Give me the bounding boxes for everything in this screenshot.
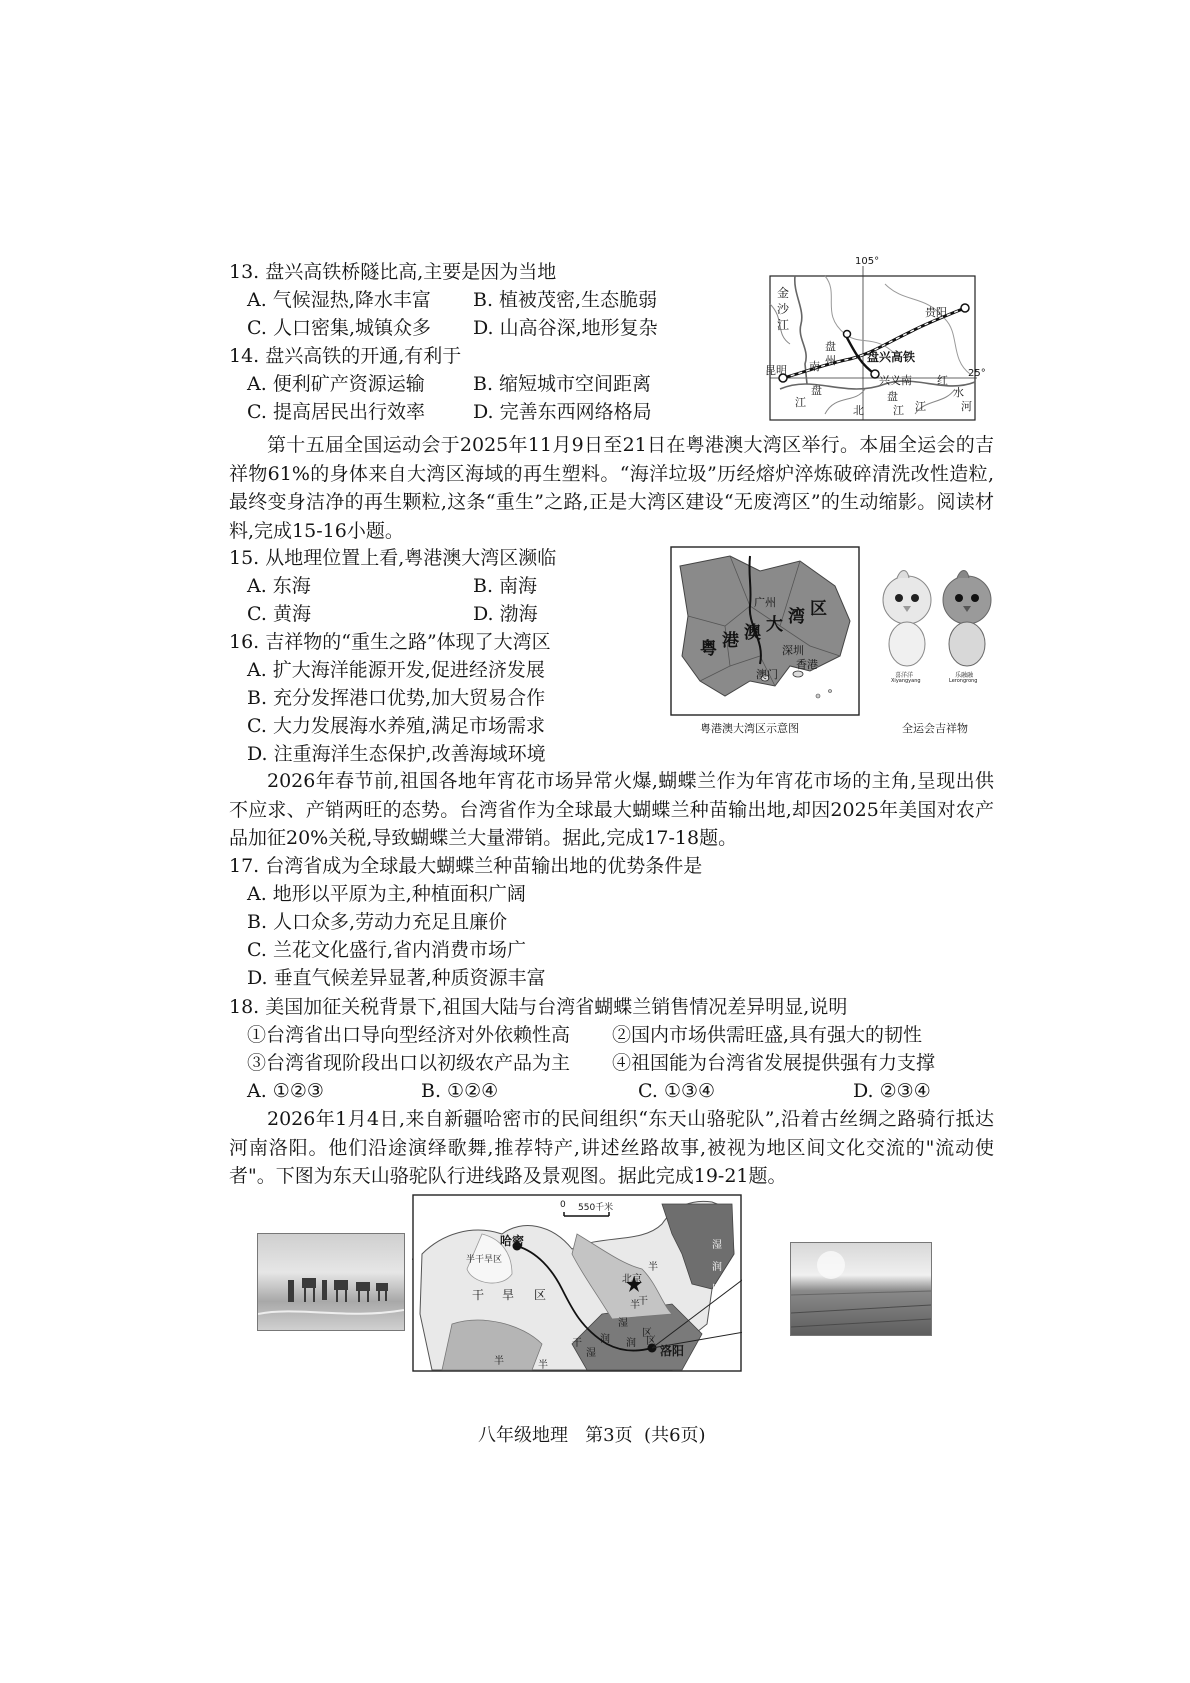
q13-stem: 13. 盘兴高铁桥隧比高,主要是因为当地 — [229, 261, 557, 283]
gba-big-label-3: 澳 — [744, 623, 761, 643]
gba-map-caption: 粤港澳大湾区示意图 — [700, 722, 799, 735]
q17-option-c: C. 兰花文化盛行,省内消费市场广 — [247, 939, 526, 961]
material-paragraph-3: 2026年1月4日,来自新疆哈密市的民间组织“东天山骆驼队”,沿着古丝绸之路骑行抵达河南洛阳。他们沿途演绎歌舞,推荐特产,讲述丝路故事,被视为地区间文化交流的"流动使者"。下图为东天山骆驼队行进线路及景观图。据此完成19-21题。 — [229, 1108, 994, 1187]
mascot-drawing — [875, 570, 1000, 670]
farmland-drawing — [791, 1243, 931, 1335]
humid-region-char-2: 润 — [712, 1262, 722, 1273]
semihumid-mid-char-3: 润 — [626, 1338, 636, 1349]
gba-big-label-1: 粤 — [700, 639, 717, 659]
semihumid-mid-char-2: 湿 — [586, 1348, 596, 1359]
q15-stem: 15. 从地理位置上看,粤港澳大湾区濒临 — [229, 547, 557, 569]
beipan-char-2: 北 — [853, 404, 864, 417]
plateau-char-1: 半 — [494, 1356, 504, 1367]
nanpan-char-1: 南 — [809, 360, 820, 373]
nanpan-char-3: 江 — [795, 396, 806, 409]
q14-stem: 14. 盘兴高铁的开通,有利于 — [229, 345, 462, 367]
q13-option-d: D. 山高谷深,地形复杂 — [473, 317, 658, 339]
semihumid-mid-char-4: 区 — [646, 1336, 656, 1347]
mascot-pinyin-1: Xiyangyang — [891, 678, 921, 684]
scale-label: 550千米 — [578, 1203, 614, 1213]
luoyang-label: 洛阳 — [660, 1344, 685, 1358]
q14-option-a: A. 便利矿产资源运输 — [247, 373, 425, 395]
nanpan-char-2: 盘 — [811, 384, 822, 397]
beipan-char-3: 江 — [893, 404, 904, 417]
semihumid-north-char-5: 区 — [642, 1328, 652, 1339]
gba-big-label-2: 港 — [722, 631, 739, 651]
q14-option-d: D. 完善东西网络格局 — [473, 401, 652, 423]
hongshui-char-4: 河 — [961, 400, 972, 413]
q16-option-c: C. 大力发展海水养殖,满足市场需求 — [247, 715, 545, 737]
mascot-caption: 全运会吉祥物 — [902, 722, 968, 735]
panzhou-char-1: 盘 — [825, 340, 836, 353]
beijing-label: 北京 — [622, 1274, 642, 1285]
q17-option-b: B. 人口众多,劳动力充足且廉价 — [247, 911, 508, 933]
longitude-label: 105° — [855, 256, 880, 267]
q16-stem: 16. 吉祥物的“重生之路”体现了大湾区 — [229, 631, 551, 653]
arid-region-char-2: 旱 — [502, 1288, 515, 1302]
jinsha-jiang-char-1: 金 — [777, 286, 790, 300]
q13-option-a: A. 气候湿热,降水丰富 — [247, 289, 431, 311]
q17-option-a: A. 地形以平原为主,种植面积广阔 — [247, 883, 526, 905]
page-footer: 八年级地理 第3页 (共6页) — [478, 1425, 706, 1446]
q16-option-b: B. 充分发挥港口优势,加大贸易合作 — [247, 687, 546, 709]
mascot-name-1: 喜洋洋 — [895, 672, 914, 679]
hongshui-char-3: 江 — [915, 400, 926, 413]
semihumid-north-char-1: 半 — [648, 1262, 658, 1273]
material-paragraph-1: 第十五届全国运动会于2025年11月9日至21日在粤港澳大湾区举行。本届全运会的吉祥物61%的身体来自大湾区海域的再生塑料。“海洋垃圾”历经熔炉淬炼破碎清洗改性造粒,最终变身洁净的再生颗粒,这条“重生”之路,正是大湾区建设“无废湾区”的生动缩影。阅读材料,完成15-16小题。 — [229, 434, 994, 542]
hami-label: 哈密 — [500, 1234, 525, 1248]
xianggang-label: 香港 — [796, 658, 818, 671]
latitude-label: 25° — [968, 368, 986, 379]
semihumid-north-char-3: 湿 — [618, 1318, 628, 1329]
q18-option-b: B. ①②④ — [421, 1080, 499, 1102]
hongshui-char-1: 红 — [937, 374, 948, 387]
semihumid-north-char-4: 润 — [600, 1334, 610, 1345]
gba-big-label-4: 大 — [766, 615, 783, 635]
q15-option-a: A. 东海 — [247, 575, 311, 597]
q15-option-c: C. 黄海 — [247, 603, 311, 625]
q17-stem: 17. 台湾省成为全球最大蝴蝶兰种苗输出地的优势条件是 — [229, 855, 703, 877]
panzhou-char-2: 州 — [825, 354, 836, 367]
gba-map-drawing — [670, 546, 860, 716]
camel-caravan-photo — [257, 1233, 405, 1331]
mascot-pinyin-2: Lerongrong — [949, 678, 978, 684]
q18-stem: 18. 美国加征关税背景下,祖国大陆与台湾省蝴蝶兰销售情况差异明显,说明 — [229, 996, 848, 1018]
q18-statement-1: ①台湾省出口导向型经济对外依赖性高 — [247, 1024, 571, 1046]
semihumid-north-char-2: 干 — [638, 1296, 648, 1307]
q18-option-c: C. ①③④ — [638, 1080, 716, 1102]
q18-statement-2: ②国内市场供需旺盛,具有强大的韧性 — [612, 1024, 923, 1046]
q17-option-d: D. 垂直气候差异显著,种质资源丰富 — [247, 967, 546, 989]
material-paragraph-2: 2026年春节前,祖国各地年宵花市场异常火爆,蝴蝶兰作为年宵花市场的主角,呈现出供不应求、产销两旺的态势。台湾省作为全球最大蝴蝶兰种苗输出地,却因2025年美国对农产品加征20%关税,导致蝴蝶兰大量滞销。据此,完成17-18题。 — [229, 770, 994, 849]
plateau-char-3: 半 — [538, 1360, 548, 1371]
q16-option-d: D. 注重海洋生态保护,改善海域环境 — [247, 743, 546, 765]
kunming-label: 昆明 — [765, 364, 787, 377]
greater-bay-area-map — [670, 546, 860, 716]
q15-option-b: B. 南海 — [473, 575, 538, 597]
guiyang-label: 贵阳 — [925, 306, 947, 319]
panxing-railway-map — [765, 256, 986, 424]
farmland-photo — [790, 1242, 932, 1336]
humid-region-char-1: 湿 — [712, 1240, 722, 1251]
camel-silhouettes — [258, 1234, 404, 1330]
q15-option-d: D. 渤海 — [473, 603, 538, 625]
q13-option-c: C. 人口密集,城镇众多 — [247, 317, 431, 339]
q14-option-c: C. 提高居民出行效率 — [247, 401, 425, 423]
gba-big-label-5: 湾 — [788, 607, 805, 627]
jinsha-jiang-char-2: 沙 — [777, 302, 790, 316]
q18-statement-4: ④祖国能为台湾省发展提供强有力支撑 — [612, 1052, 936, 1074]
beipan-char-1: 盘 — [887, 390, 898, 403]
semihumid-mid-char-1: 半 — [630, 1300, 640, 1311]
arid-region-char-1: 干 — [472, 1288, 485, 1302]
semiarid-label: 半干旱区 — [466, 1255, 503, 1265]
q14-option-b: B. 缩短城市空间距离 — [473, 373, 652, 395]
mascot-figure — [875, 570, 1000, 690]
humid-region-char-3: 区 — [712, 1284, 722, 1295]
gba-big-label-6: 区 — [810, 599, 827, 619]
q18-statement-3: ③台湾省现阶段出口以初级农产品为主 — [247, 1052, 571, 1074]
xingyinan-label: 兴义南 — [879, 374, 912, 387]
guangzhou-label: 广州 — [754, 596, 776, 609]
plateau-char-2: 干 — [572, 1338, 582, 1349]
q18-option-a: A. ①②③ — [247, 1080, 324, 1102]
panxing-railway-label: 盘兴高铁 — [867, 350, 916, 364]
scale-zero-label: 0 — [560, 1200, 566, 1210]
shenzhen-label: 深圳 — [782, 644, 804, 657]
arid-region-char-3: 区 — [534, 1288, 547, 1302]
q18-option-d: D. ②③④ — [853, 1080, 931, 1102]
hongshui-char-2: 水 — [953, 386, 964, 399]
q16-option-a: A. 扩大海洋能源开发,促进经济发展 — [247, 659, 545, 681]
q13-option-b: B. 植被茂密,生态脆弱 — [473, 289, 658, 311]
caravan-route-map — [412, 1194, 742, 1372]
jinsha-jiang-char-3: 江 — [777, 318, 790, 332]
mascot-name-2: 乐融融 — [955, 672, 974, 679]
aomen-label: 澳门 — [756, 668, 778, 681]
